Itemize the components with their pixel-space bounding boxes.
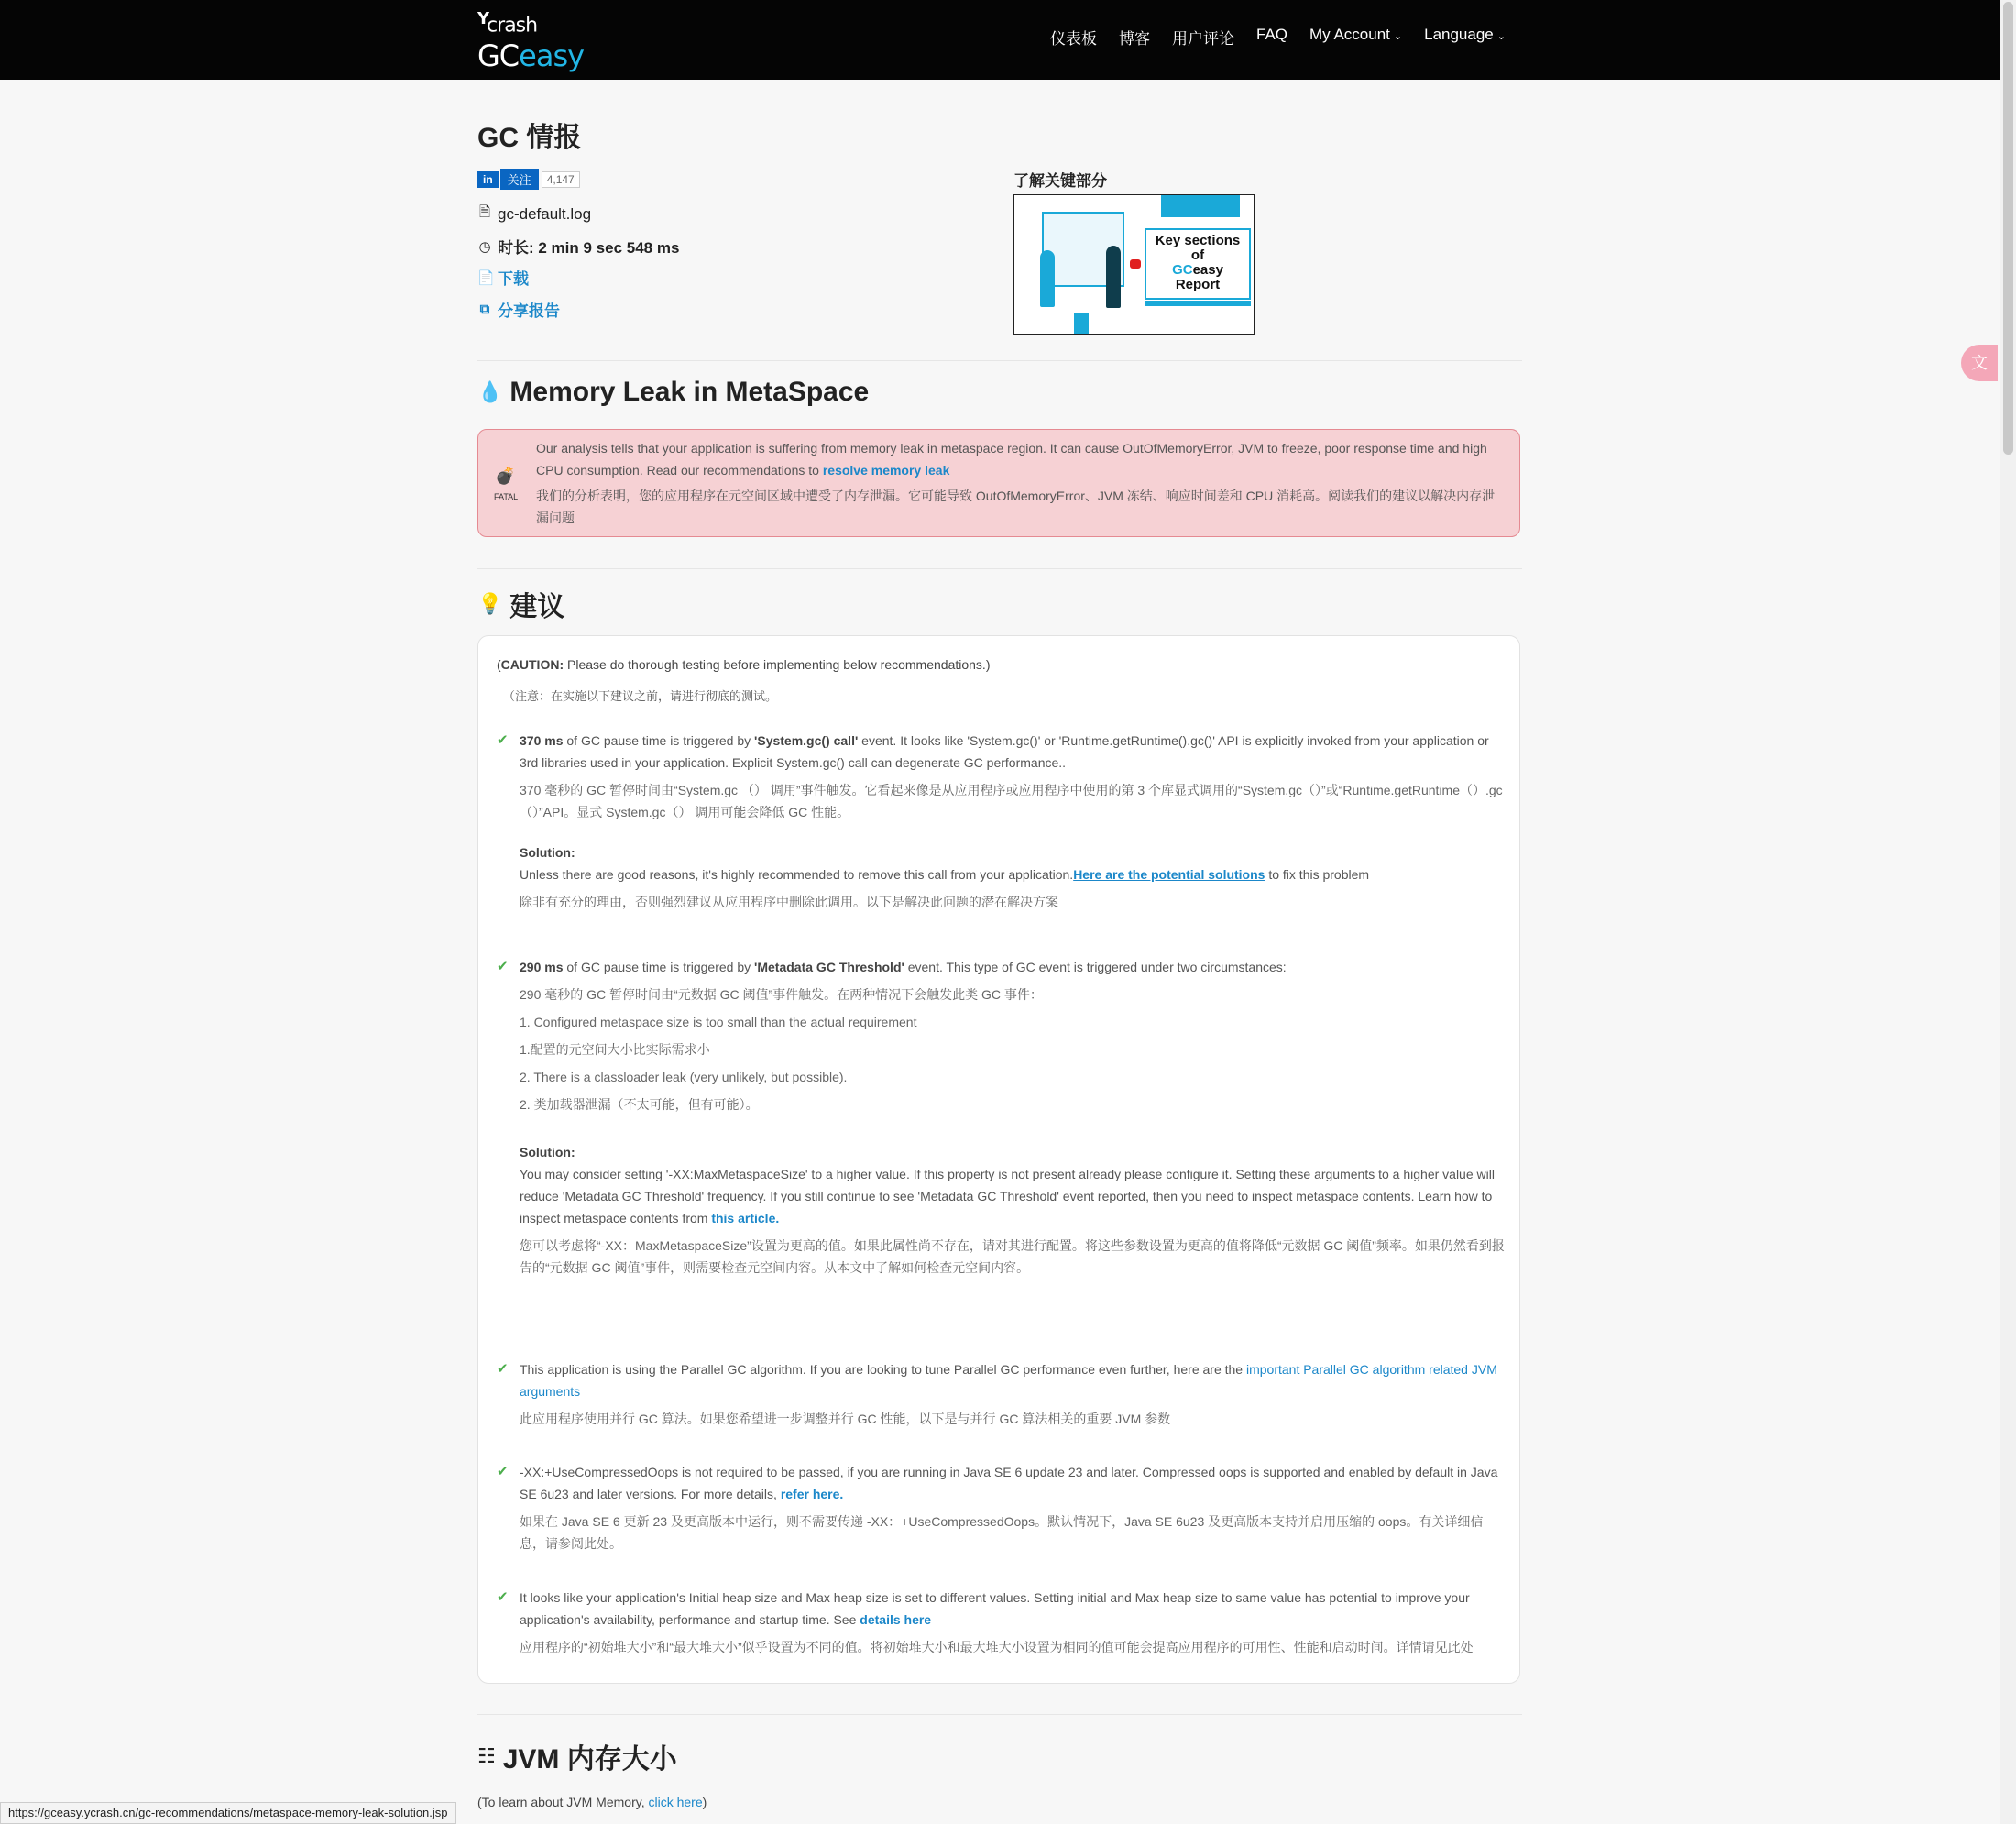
thumbnail-person-illustration: [1040, 250, 1055, 307]
duration-row: [477, 235, 679, 258]
recommendation-text: 370 ms of GC pause time is triggered by 'System.gc() call' event. It looks like 'System.gc()' or 'Runtime.getRuntime().gc()' API is explicitly invoked from your application or 3rd libraries used in your application. Explicit System.gc() call can degenerate GC performance..: [520, 733, 1489, 770]
check-icon: ✔: [497, 959, 509, 974]
thumbnail-person-illustration: [1106, 246, 1121, 308]
share-report-link[interactable]: [477, 298, 560, 321]
nav-blog[interactable]: 博客: [1119, 30, 1150, 48]
clock-icon: ◷: [478, 238, 491, 255]
chevron-down-icon: ⌄: [1393, 31, 1403, 42]
this-article-link[interactable]: this article.: [711, 1211, 780, 1225]
share-icon: ⧉: [479, 302, 490, 317]
jvm-memory-note: (To learn about JVM Memory, click here): [477, 1795, 707, 1809]
section-divider: [477, 360, 1522, 361]
share-label: 分享报告: [498, 302, 560, 320]
nav-my-account[interactable]: [1298, 26, 1413, 49]
fatal-badge: FATAL: [494, 492, 519, 501]
check-icon: ✔: [497, 1464, 509, 1479]
thumbnail-caption: Key sections of GCeasy Report: [1145, 228, 1251, 300]
recommendations-title: 建议: [509, 592, 565, 622]
recommendations-heading: [477, 584, 564, 624]
file-name-row: [477, 203, 591, 225]
caution-note-cn: （注意：在实施以下建议之前，请进行彻底的测试。: [503, 689, 778, 703]
recommendation-text-cn: 290 毫秒的 GC 暂停时间由“元数据 GC 阈值”事件触发。在两种情况下会触发此类 GC 事件：: [520, 987, 1043, 1002]
recommendation-parallel-gc: [497, 1358, 1505, 1430]
solution-text: You may consider setting '-XX:MaxMetaspaceSize' to a higher value. If this property is not present already please configure it. Setting these arguments to a higher value will reduce 'Metadata GC Threshold' frequency. If you still continue to see 'Metadata GC Threshold' event reported, then you need to inspect metaspace contents. Learn how to inspect metaspace contents from this article.: [520, 1167, 1495, 1225]
memory-leak-title: Memory Leak in MetaSpace: [509, 377, 870, 407]
key-sections-video-thumbnail[interactable]: [1013, 194, 1255, 335]
circumstance-1: 1. Configured metaspace size is too small than the actual requirement: [520, 1015, 917, 1029]
linkedin-follower-count: 4,147: [542, 171, 580, 188]
memory-leak-text-cn: 我们的分析表明，您的应用程序在元空间区域中遭受了内存泄漏。它可能导致 OutOfMemoryError、JVM 冻结、响应时间差和 CPU 消耗高。阅读我们的建议以解决内存泄漏问题: [536, 489, 1496, 525]
nav-dashboard[interactable]: 仪表板: [1050, 30, 1097, 48]
translate-icon[interactable]: 文: [1961, 345, 1998, 381]
recommendation-text: This application is using the Parallel GC algorithm. If you are looking to tune Parallel GC performance even further, here are the important Parallel GC algorithm related JVM arguments: [520, 1362, 1497, 1399]
youtube-play-icon: [1130, 259, 1141, 269]
linkedin-icon: in: [477, 171, 499, 188]
nav-my-account-label: My Account: [1309, 26, 1390, 43]
lightbulb-icon: 💡: [477, 592, 503, 615]
main-nav: [1039, 26, 1517, 49]
chevron-down-icon: ⌄: [1496, 31, 1506, 42]
nav-faq[interactable]: FAQ: [1256, 26, 1288, 43]
top-navbar: [0, 0, 2016, 80]
jvm-memory-click-here-link[interactable]: click here: [644, 1795, 703, 1809]
section-divider: [477, 568, 1522, 569]
memory-leak-alert: [477, 429, 1520, 537]
recommendation-text-cn: 应用程序的“初始堆大小”和“最大堆大小”似乎设置为不同的值。将初始堆大小和最大堆大小设置为相同的值可能会提高应用程序的可用性、性能和启动时间。详情请见此处: [520, 1640, 1474, 1654]
check-icon: ✔: [497, 1589, 509, 1605]
recommendations-panel: [477, 635, 1520, 1684]
recommendation-heap-size: [497, 1587, 1505, 1658]
recommendation-text-cn: 370 毫秒的 GC 暂停时间由“System.gc （） 调用”事件触发。它看起来像是从应用程序或应用程序中使用的第 3 个库显式调用的“System.gc（）”或“Runtime.getRuntime（）.gc（）”API。显式 System.gc（） 调用可能会降低 GC 性能。: [520, 783, 1503, 819]
file-name: gc-default.log: [498, 204, 592, 223]
recommendation-text: -XX:+UseCompressedOops is not required to be passed, if you are running in Java SE 6 update 23 and later. Compressed oops is supported and enabled by default in Java SE 6u23 and later versions. For more details, refer here.: [520, 1465, 1498, 1501]
nav-language[interactable]: [1413, 26, 1517, 49]
solution-text: Unless there are good reasons, it's highly recommended to remove this call from your application.Here are the potential solutions to fix this problem: [520, 867, 1370, 882]
duration-text: 时长: 2 min 9 sec 548 ms: [498, 239, 680, 257]
recommendation-metadata-gc-threshold: [497, 956, 1505, 1279]
check-icon: ✔: [497, 1361, 509, 1377]
section-divider: [477, 1714, 1522, 1715]
ycrash-logo-text: $^Y$crash: [477, 9, 538, 38]
file-icon: 🗎: [478, 204, 491, 220]
solution-text-cn: 除非有充分的理由，否则强烈建议从应用程序中删除此调用。以下是解决此问题的潜在解决方案: [520, 895, 1058, 909]
memory-leak-text-en: Our analysis tells that your application is suffering from memory leak in metaspace region. It can cause OutOfMemoryError, JVM to freeze, poor response time and high CPU consumption. Read our recommendations to: [536, 441, 1487, 478]
linkedin-follow-widget[interactable]: [477, 169, 580, 190]
page-scrollbar[interactable]: [2000, 0, 2016, 1824]
key-sections-label: 了解关键部分: [1013, 172, 1107, 190]
jvm-memory-heading: [477, 1736, 677, 1776]
memory-leak-heading: [477, 377, 869, 408]
scrollbar-thumb[interactable]: [2003, 2, 2013, 455]
thumbnail-accent-bar: [1161, 195, 1240, 217]
nav-language-label: Language: [1424, 26, 1494, 43]
solution-text-cn: 您可以考虑将“-XX：MaxMetaspaceSize”设置为更高的值。如果此属性尚不存在，请对其进行配置。将这些参数设置为更高的值将降低“元数据 GC 阈值”频率。如果仍然看到报告的“元数据 GC 阈值”事件，则需要检查元空间内容。从本文中了解如何检查元空间内容。: [520, 1238, 1505, 1275]
memory-leak-description: [536, 437, 1507, 529]
bomb-icon: 💣: [495, 467, 516, 485]
database-icon: ☷: [477, 1744, 496, 1767]
page-title: GC 情报: [477, 123, 582, 153]
browser-status-bar-url: https://gceasy.ycrash.cn/gc-recommendations/metaspace-memory-leak-solution.jsp: [0, 1802, 456, 1824]
check-icon: ✔: [497, 732, 509, 748]
nav-reviews[interactable]: 用户评论: [1172, 30, 1234, 48]
solution-label: Solution:: [520, 1145, 575, 1159]
recommendation-system-gc: [497, 730, 1505, 913]
refer-here-link[interactable]: refer here.: [780, 1487, 844, 1501]
recommendation-compressed-oops: [497, 1461, 1505, 1555]
pdf-file-icon: 📄: [477, 269, 495, 286]
potential-solutions-link[interactable]: Here are the potential solutions: [1073, 867, 1265, 882]
recommendation-text: It looks like your application's Initial heap size and Max heap size is set to different values. Setting initial and Max heap size to same value has potential to improve your application's availability, performance and startup time. See details here: [520, 1590, 1470, 1627]
thumbnail-accent-bar: [1074, 313, 1089, 334]
gceasy-logo[interactable]: [477, 9, 584, 73]
gceasy-logo-text: GCeasy: [477, 38, 585, 74]
linkedin-follow-button[interactable]: 关注: [500, 169, 539, 190]
recommendation-text-cn: 此应用程序使用并行 GC 算法。如果您希望进一步调整并行 GC 性能，以下是与并行 GC 算法相关的重要 JVM 参数: [520, 1412, 1171, 1426]
circumstance-2: 2. There is a classloader leak (very unlikely, but possible).: [520, 1070, 848, 1084]
caution-note: (CAUTION: Please do thorough testing before implementing below recommendations.): [497, 657, 991, 672]
thumbnail-accent-bar: [1145, 301, 1251, 306]
download-link[interactable]: [477, 266, 529, 289]
details-here-link[interactable]: details here: [860, 1612, 932, 1627]
jvm-memory-title: JVM 内存大小: [502, 1744, 677, 1775]
circumstance-1-cn: 1.配置的元空间大小比实际需求小: [520, 1042, 710, 1057]
parallel-gc-arguments-link[interactable]: important Parallel GC algorithm related JVM arguments: [520, 1362, 1497, 1399]
droplet-icon: 💧: [477, 380, 503, 403]
download-label: 下载: [498, 270, 529, 288]
solution-label: Solution:: [520, 845, 575, 860]
circumstance-2-cn: 2. 类加载器泄漏（不太可能，但有可能）。: [520, 1097, 759, 1112]
resolve-memory-leak-link[interactable]: resolve memory leak: [822, 463, 950, 478]
recommendation-text-cn: 如果在 Java SE 6 更新 23 及更高版本中运行，则不需要传递 -XX：+UseCompressedOops。默认情况下，Java SE 6u23 及更高版本支持并启用压缩的 oops。有关详细信息，请参阅此处。: [520, 1514, 1484, 1551]
recommendation-text: 290 ms of GC pause time is triggered by 'Metadata GC Threshold' event. This type of GC event is triggered under two circumstances:: [520, 960, 1287, 974]
